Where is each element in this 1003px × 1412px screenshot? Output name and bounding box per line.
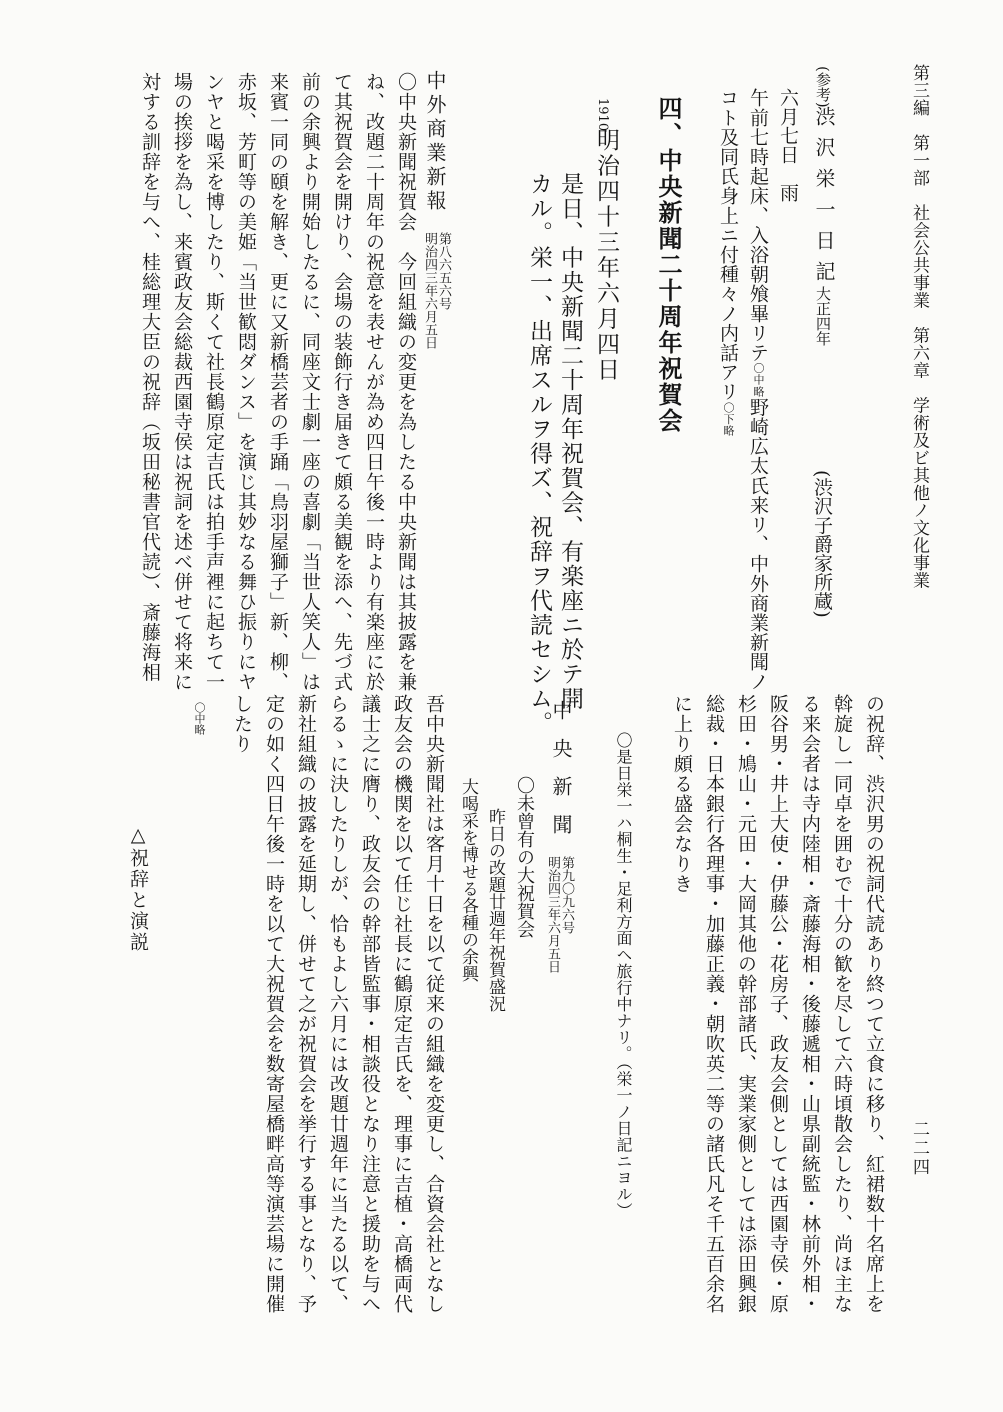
article-line: 新社組織の披露を延期し、併せて之が祝賀会を挙行する事となり、予: [295, 694, 317, 1314]
subheading: △祝辞と演説: [127, 824, 149, 953]
article-line: 場の挨拶を為し、来賓政友会総裁西園寺侯は祝詞を述べ併せて将来に: [171, 72, 193, 692]
editorial-note: 〇是日栄一ハ桐生・足利方面ヘ旅行中ナリ。（栄一ノ日記ニヨル）: [614, 732, 633, 1219]
article-line: 〇中央新聞祝賀会 今回組織の変更を為したる中央新聞は其披露を兼: [395, 72, 417, 692]
article-line: ンヤと喝采を博したり、斯くて社長鶴原定吉氏は拍手声裡に起ちて一: [203, 72, 225, 692]
diary-source: (渋沢子爵家所蔵): [811, 470, 833, 618]
section-heading: 四、中央新聞二十周年祝賀会: [654, 96, 683, 434]
article-line: 定の如く四日午後一時を以て大祝賀会を数寄屋橋畔高等演芸場に開催: [263, 694, 285, 1314]
omission-note: 〇中略: [752, 362, 765, 398]
continued-line: 総裁・日本銀行各理事・加藤正義・朝吹英二等の諸氏凡そ千五百余名: [703, 694, 725, 1314]
article-line: 来賓一同の頤を解き、更に又新橋芸者の手踊「鳥羽屋獅子」新、柳、: [267, 72, 289, 692]
continued-line: 斡旋し一同卓を囲むで十分の歓を尽して六時頃散会したり、尚ほ主な: [831, 694, 853, 1314]
article-line: したり: [231, 694, 253, 754]
omission-note: 〇下略: [722, 401, 735, 437]
article-line: 赤坂、芳町等の美姫「当世歓悶ダンス」を演じ其妙なる舞ひ振りにヤ: [235, 72, 257, 692]
article-subheadline: 大喝采を博せる各種の余興: [458, 778, 478, 982]
issue-date: 明治四三年六月五日: [422, 232, 437, 349]
article-line: 前の余興より開始したるに、同座文士劇一座の喜劇「当世人笑人」は: [299, 72, 321, 692]
diary-year: 大正四年: [814, 286, 832, 346]
article-line: 政友会の機関を以て任じ社長に鶴原定吉氏を、理事に吉植・高橋両代: [391, 694, 413, 1314]
continued-line: の祝辞、渋沢男の祝詞代読あり終つて立食に移り、紅裙数十名席上を: [863, 694, 885, 1314]
continued-line: に上り頗る盛会なりき: [671, 694, 693, 894]
diary-line-1-b: 野崎広太氏来リ、中外商業新聞ノ: [747, 397, 769, 692]
article-line: ね、改題二十周年の祝意を表せんが為め四日午後一時より有楽座に於: [363, 72, 385, 692]
summary-line-1: 是日、中央新聞二十周年祝賀会、有楽座ニ於テ開: [557, 172, 583, 711]
reference-tag: (参考): [814, 66, 832, 108]
article-line: らるゝに決したりしが、恰もよし六月には改題廿週年に当たる以て、: [327, 694, 349, 1314]
diary-title: 渋沢栄一日記: [812, 106, 836, 292]
article-subheadline: 昨日の改題廿週年祝賀盛況: [485, 808, 505, 1012]
date-heading: 明治四十三年六月四日: [593, 128, 619, 383]
article-line: 吾中央新聞社は客月十日を以て従来の組織を変更し、合資会社となし: [423, 694, 445, 1314]
article-line: て其祝賀会を開けり、会場の装飾行き届きて頗る美観を添へ、先づ式: [331, 72, 353, 692]
continued-line: 杉田・鳩山・元田・大岡其他の幹部諸氏、実業家側としては添田興銀: [735, 694, 757, 1314]
issue-number: 第八六五六号: [436, 232, 451, 310]
article-headline: 〇未曾有の大祝賀会: [514, 776, 535, 938]
article-line: 議士之に膺り、政友会の幹部皆監事・相談役となり注意と援助を与へ: [359, 694, 381, 1314]
diary-line-2: [718, 88, 737, 436]
omission-note: 〇中略: [193, 702, 206, 735]
continued-line: る来会者は寺内陸相・斎藤海相・後藤遞相・山県副統監・林前外相・: [799, 694, 821, 1314]
diary-line-1-a: 午前七時起床、入浴朝飧畢リテ: [747, 88, 769, 363]
issue-number: 第九〇九六号: [559, 856, 574, 934]
newspaper-title: 中央新聞: [549, 700, 573, 852]
diary-line-1: [748, 88, 767, 691]
running-title: 第三編 第一部 社会公共事業 第六章 学術及ビ其他ノ文化事業: [909, 64, 929, 589]
continued-line: 阪谷男・井上大使・伊藤公・花房子、政友会側としては西園寺侯・原: [767, 694, 789, 1314]
year-western: 1910: [595, 98, 610, 132]
summary-line-2: カル。栄一、出席スルヲ得ズ、祝辞ヲ代読セシム。: [526, 172, 552, 736]
diary-date: 六月七日 雨: [777, 88, 799, 202]
issue-date: 明治四三年六月五日: [545, 856, 560, 973]
diary-line-2-a: コト及同氏身上ニ付種々ノ内話アリ: [717, 88, 739, 402]
article-line: 対する訓辞を与へ、桂総理大臣の祝辞（坂田秘書官代読）、斎藤海相: [139, 72, 161, 683]
newspaper-title: 中外商業新報: [423, 70, 447, 214]
page-number: 二二四: [909, 1120, 929, 1177]
